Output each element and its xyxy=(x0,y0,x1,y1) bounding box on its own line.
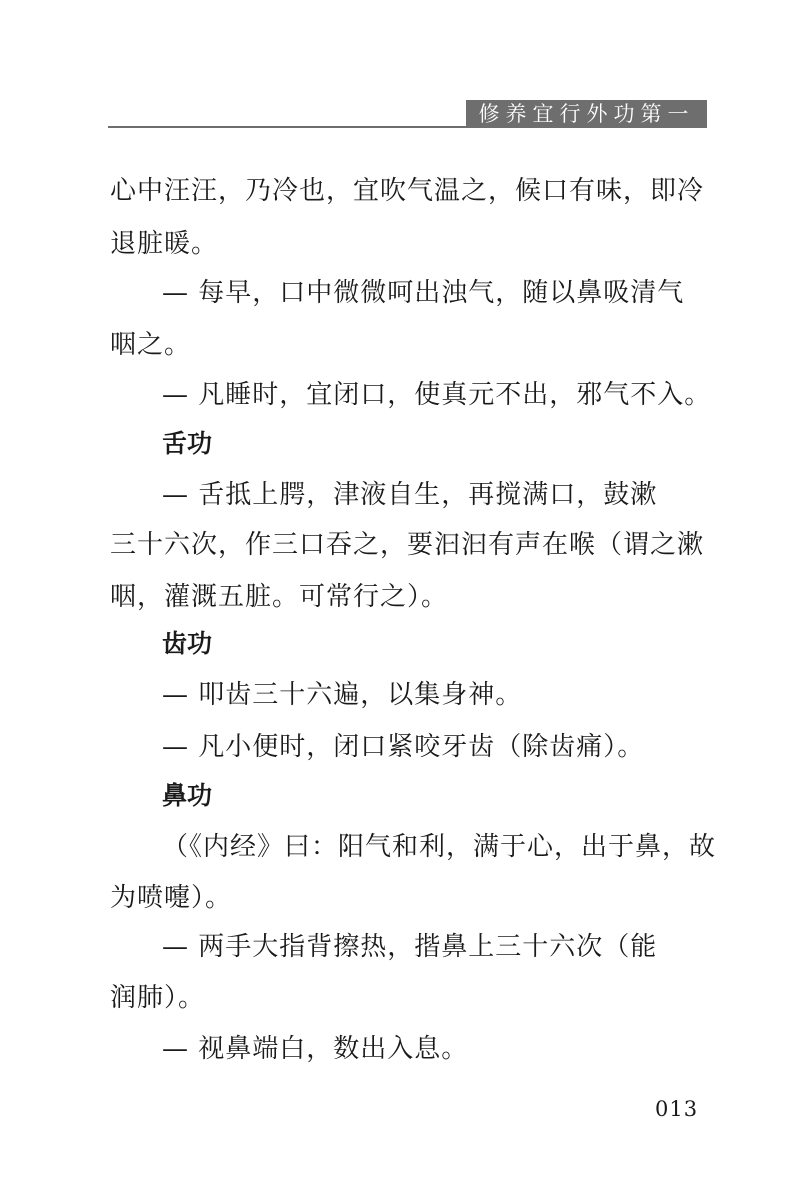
nose-heading: 鼻功 xyxy=(162,781,213,810)
paragraph-line: 润肺）。 xyxy=(110,983,206,1013)
paragraph-line: 退脏暖。 xyxy=(110,229,219,259)
paragraph-line: — 每早，口中微微呵出浊气，随以鼻吸清气 xyxy=(162,278,685,308)
teeth-heading: 齿功 xyxy=(162,629,213,658)
paragraph-line: — 凡小便时，闭口紧咬牙齿（除齿痛）。 xyxy=(162,732,645,762)
paragraph-line: — 舌抵上腭，津液自生，再搅满口，鼓漱 xyxy=(162,480,658,510)
paragraph-line: — 两手大指背擦热，揩鼻上三十六次（能 xyxy=(162,932,658,962)
paragraph-line: （《内经》曰：阳气和利，满于心，出于鼻，故 xyxy=(162,832,717,862)
paragraph-line: — 凡睡时，宜闭口，使真元不出，邪气不入。 xyxy=(162,380,712,410)
page-number: 013 xyxy=(655,1097,699,1121)
paragraph-line: 为喷嚏）。 xyxy=(110,883,233,913)
paragraph-line: 三十六次，作三口吞之，要汩汩有声在喉（谓之漱 xyxy=(110,530,705,560)
tongue-heading: 舌功 xyxy=(162,429,213,458)
paragraph-line: — 视鼻端白，数出入息。 xyxy=(162,1034,469,1064)
paragraph-line: 咽之。 xyxy=(110,330,192,360)
section-title: 修养宜行外功第一 xyxy=(466,100,707,128)
paragraph-line: 心中汪汪，乃冷也，宜吹气温之，候口有味，即冷 xyxy=(110,176,705,206)
paragraph-line: 咽，灌溉五脏。可常行之）。 xyxy=(110,582,449,612)
paragraph-line: — 叩齿三十六遍，以集身神。 xyxy=(162,680,523,710)
